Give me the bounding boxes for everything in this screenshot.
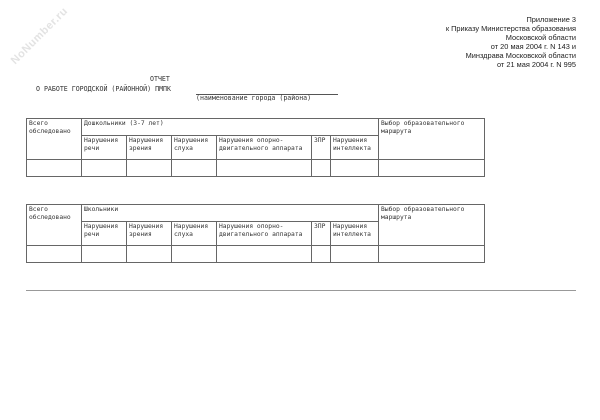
table-cell	[27, 160, 82, 177]
watermark: NoNumber.ru	[8, 5, 71, 67]
table-cell	[312, 160, 331, 177]
column-header: Нарушения слуха	[172, 222, 217, 246]
group-header: Школьники	[82, 205, 379, 222]
column-header: Нарушения интеллекта	[331, 222, 379, 246]
table-cell	[331, 246, 379, 263]
column-header: Нарушения опорно-двигательного аппарата	[217, 222, 312, 246]
route-header: Выбор образовательного маршрута	[379, 119, 485, 160]
appendix-line: Московской области	[505, 32, 576, 42]
city-caption: (наименование города (района)	[196, 94, 312, 102]
appendix-line: от 21 мая 2004 г. N 995	[496, 59, 576, 69]
group-header: Дошкольники (3-7 лет)	[82, 119, 379, 136]
table-cell	[27, 246, 82, 263]
table-cell	[379, 246, 485, 263]
appendix-header	[446, 16, 576, 69]
total-header: Всего обследовано	[27, 119, 82, 160]
table-cell	[217, 160, 312, 177]
table-cell	[379, 160, 485, 177]
column-header: Нарушения зрения	[127, 222, 172, 246]
table-cell	[217, 246, 312, 263]
report-table-school	[26, 204, 485, 263]
column-header: Нарушения зрения	[127, 136, 172, 160]
table-cell	[82, 246, 127, 263]
column-header: Нарушения речи	[82, 136, 127, 160]
appendix-line: к Приказу Министерства образования	[445, 23, 576, 33]
table-cell	[127, 246, 172, 263]
report-subtitle: О РАБОТЕ ГОРОДСКОЙ (РАЙОННОЙ) ПМПК	[36, 85, 171, 93]
column-header: ЗПР	[312, 222, 331, 246]
report-title: ОТЧЕТ	[150, 75, 170, 83]
table-row	[27, 246, 485, 263]
column-header: Нарушения речи	[82, 222, 127, 246]
table-cell	[82, 160, 127, 177]
table-cell	[172, 246, 217, 263]
appendix-line: Минздрава Московской области	[465, 50, 576, 60]
table-cell	[172, 160, 217, 177]
column-header: Нарушения слуха	[172, 136, 217, 160]
column-header: ЗПР	[312, 136, 331, 160]
route-header: Выбор образовательного маршрута	[379, 205, 485, 246]
table-cell	[127, 160, 172, 177]
column-header: Нарушения опорно-двигательного аппарата	[217, 136, 312, 160]
report-table-preschool	[26, 118, 485, 177]
page-divider	[26, 290, 576, 291]
total-header: Всего обследовано	[27, 205, 82, 246]
appendix-line: Приложение 3	[526, 15, 576, 24]
table-cell	[312, 246, 331, 263]
table-cell	[331, 160, 379, 177]
table-row	[27, 160, 485, 177]
column-header: Нарушения интеллекта	[331, 136, 379, 160]
appendix-line: от 20 мая 2004 г. N 143 и	[490, 41, 576, 51]
